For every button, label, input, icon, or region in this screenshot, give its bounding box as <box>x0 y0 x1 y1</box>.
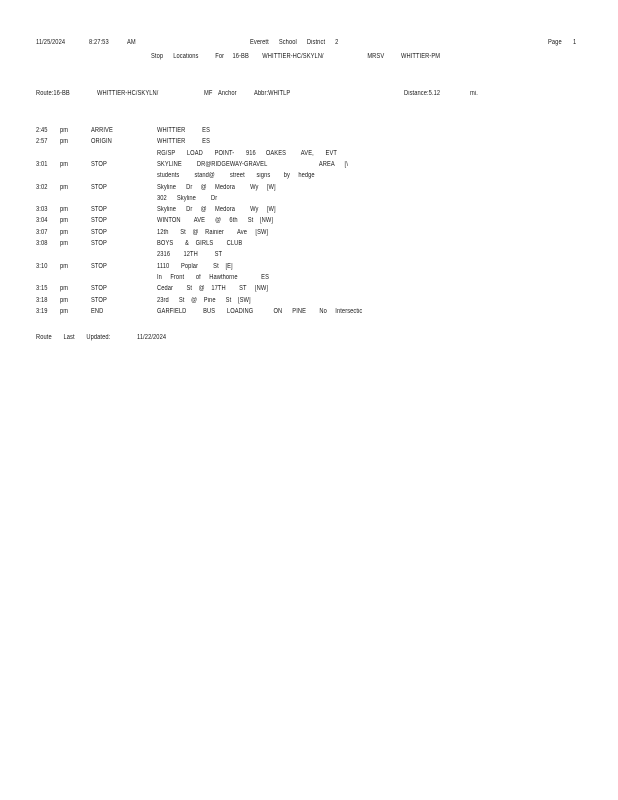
stop-desc: Skyline Dr @ Medora Wy [W] <box>157 183 276 191</box>
footer-date: 11/22/2024 <box>137 334 167 341</box>
stop-desc: WHITTIER ES <box>157 138 210 146</box>
stop-type: STOP <box>91 296 107 304</box>
stop-time: 3:04 <box>36 217 48 225</box>
report-time: 8:27:53 <box>89 39 109 46</box>
stop-desc: BOYS & GIRLS CLUB <box>157 240 243 247</box>
report-date: 11/25/2024 <box>36 39 66 46</box>
stop-time: 3:19 <box>36 307 48 315</box>
stop-desc: WHITTIER ES <box>157 127 210 134</box>
stop-desc: Skyline Dr @ Medora Wy [W] <box>157 206 276 214</box>
stop-desc: In Front of Hawthorne ES <box>157 273 270 281</box>
stop-time: 3:10 <box>36 262 48 270</box>
stop-ampm: pm <box>60 285 69 293</box>
stop-desc: GARFIELD BUS LOADING ON PINE No Intersectic <box>157 307 363 315</box>
stop-time: 3:08 <box>36 240 48 247</box>
stop-time: 3:15 <box>36 285 48 293</box>
stop-ampm: pm <box>60 228 69 236</box>
stop-ampm: pm <box>60 127 69 134</box>
stop-desc: 12th St @ Rainier Ave [SW] <box>157 228 269 236</box>
stop-time: 3:02 <box>36 183 48 191</box>
stop-desc: SKYLINE DR@RIDGEWAY-GRAVEL AREA [\ <box>157 160 348 168</box>
stop-time: 3:03 <box>36 206 48 214</box>
stop-type: STOP <box>91 183 107 191</box>
stop-type: STOP <box>91 160 107 168</box>
stop-ampm: pm <box>60 138 69 146</box>
report-subtitle: Stop Locations For 16-BB WHITTIER-HC/SKYLN/ MRSV WHITTIER-PM <box>151 53 441 60</box>
stop-ampm: pm <box>60 160 69 168</box>
stop-time: 2:45 <box>36 127 48 134</box>
route-distance: Distance:5.12 <box>404 90 441 97</box>
stop-time: 3:18 <box>36 296 48 304</box>
route-anchor: Anchor <box>218 90 237 97</box>
stop-desc: 23rd St @ Pine St [SW] <box>157 296 251 304</box>
stop-type: STOP <box>91 285 107 293</box>
page-label: Page <box>548 39 562 46</box>
stop-desc: WINTON AVE @ 6th St [NW] <box>157 217 274 225</box>
stop-ampm: pm <box>60 240 69 247</box>
stop-type: END <box>91 307 104 315</box>
stop-ampm: pm <box>60 262 69 270</box>
route-days: MF <box>204 90 213 97</box>
stop-desc: 302 Skyline Dr <box>157 194 218 202</box>
report-ampm: AM <box>127 39 136 46</box>
stop-type: ARRIVE <box>91 127 113 134</box>
stop-type: STOP <box>91 240 107 247</box>
stop-ampm: pm <box>60 183 69 191</box>
stop-desc: 1110 Poplar St [E] <box>157 262 233 270</box>
page-number: 1 <box>573 39 577 46</box>
stop-ampm: pm <box>60 307 69 315</box>
stop-ampm: pm <box>60 296 69 304</box>
stop-type: STOP <box>91 206 107 214</box>
stop-desc: students stand@ street signs by hedge <box>157 172 315 180</box>
stop-ampm: pm <box>60 206 69 214</box>
stop-type: STOP <box>91 217 107 225</box>
stop-type: ORIGIN <box>91 138 112 146</box>
stop-desc: RG/SP LOAD POINT- 916 OAKES AVE, EVT <box>157 149 337 157</box>
route-distance-unit: mi. <box>470 90 478 97</box>
route-id: Route:16-BB <box>36 90 70 97</box>
route-name: WHITTIER-HC/SKYLN/ <box>97 90 159 97</box>
district-title: Everett School District 2 <box>250 39 339 46</box>
stop-desc: Cedar St @ 17TH ST [NW] <box>157 285 269 293</box>
stop-desc: 2316 12TH ST <box>157 251 223 259</box>
stop-time: 3:07 <box>36 228 48 236</box>
stop-time: 2:57 <box>36 138 48 146</box>
stop-ampm: pm <box>60 217 69 225</box>
route-abbr: Abbr:WHITLP <box>254 90 291 97</box>
footer-label: Route Last Updated: <box>36 334 111 341</box>
stop-time: 3:01 <box>36 160 48 168</box>
stop-type: STOP <box>91 262 107 270</box>
stop-type: STOP <box>91 228 107 236</box>
